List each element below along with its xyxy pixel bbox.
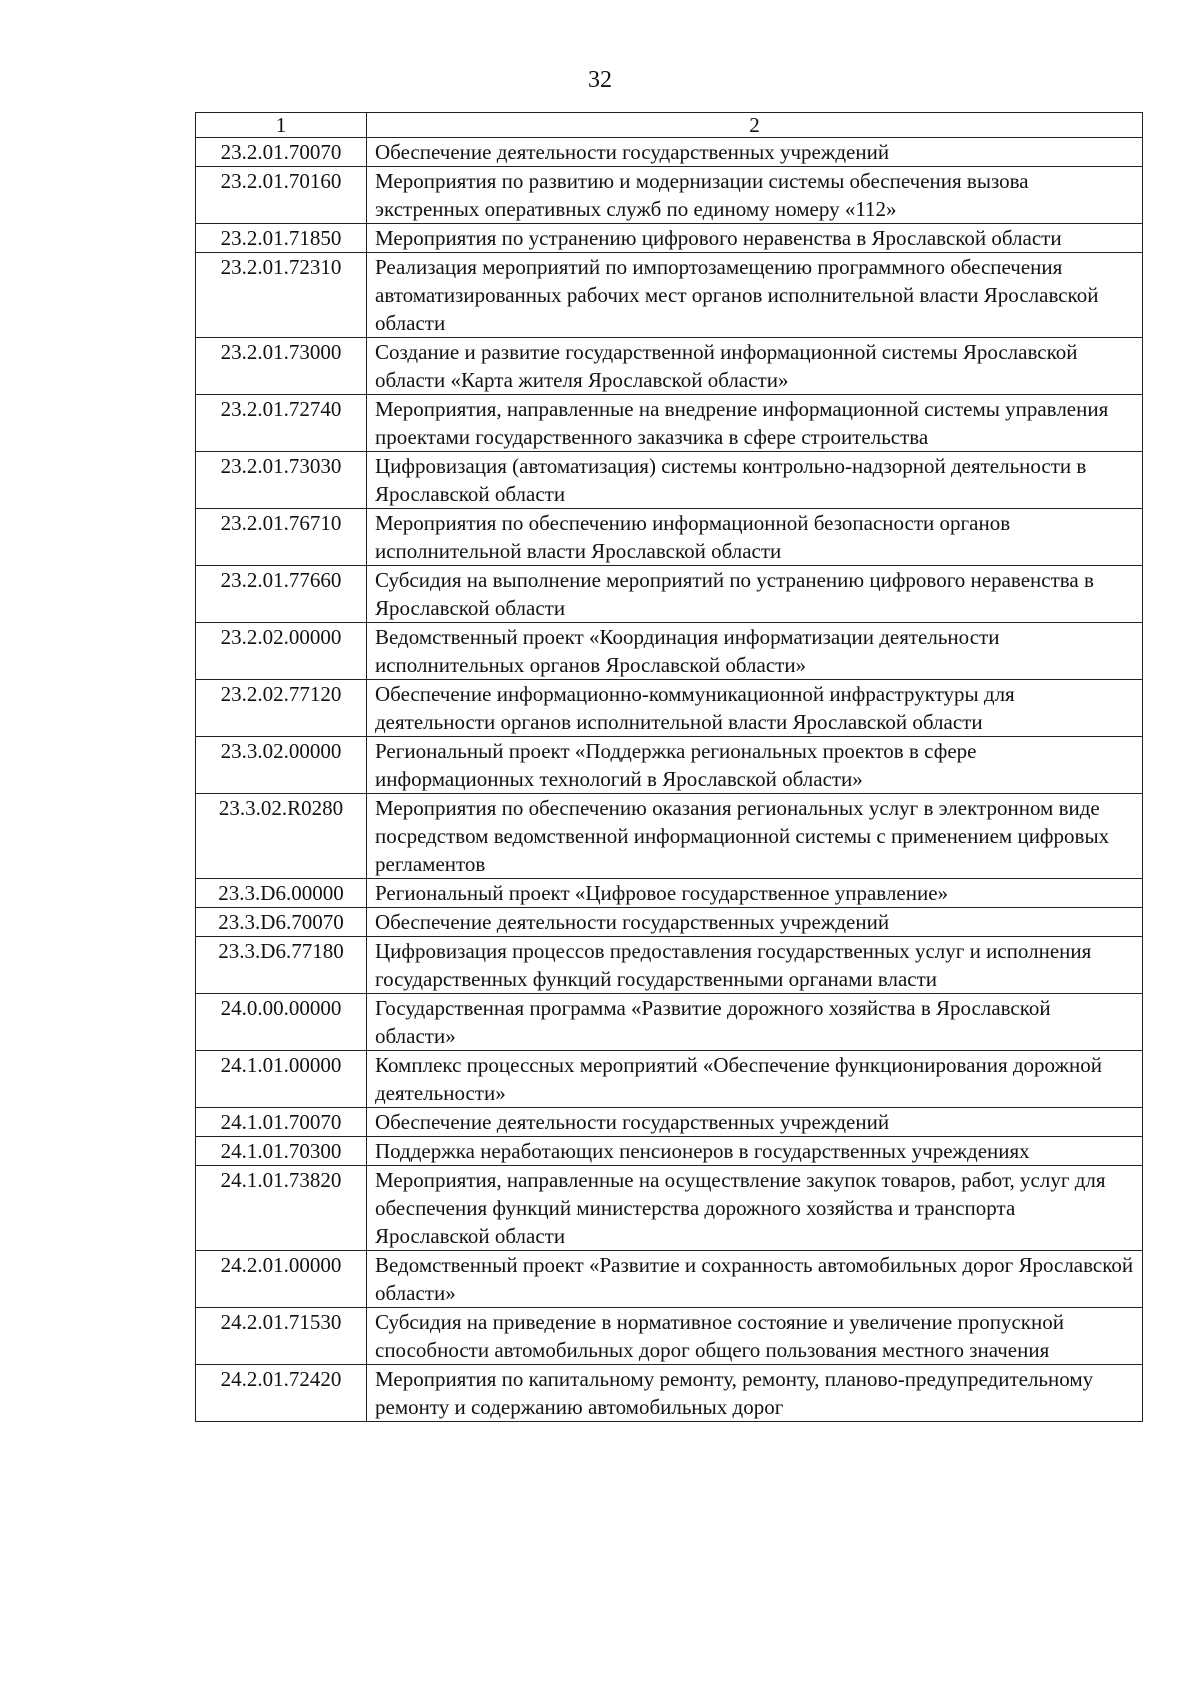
table-row [196,794,1143,879]
row-description-cell: Создание и развитие государственной информационной системы Ярославской области «Карта жителя Ярославской области» [367,338,1143,395]
row-code-cell: 24.2.01.71530 [196,1308,367,1365]
row-code-cell: 23.2.01.70070 [196,138,367,167]
row-code-cell: 24.2.01.72420 [196,1365,367,1422]
row-description-cell: Обеспечение деятельности государственных учреждений [367,1108,1143,1137]
table-row [196,737,1143,794]
row-description-cell: Мероприятия по развитию и модернизации системы обеспечения вызова экстренных оперативных служб по единому номеру «112» [367,167,1143,224]
row-code-cell: 23.3.D6.77180 [196,937,367,994]
table-row [196,138,1143,167]
table-header-row [196,113,1143,138]
row-description-cell: Цифровизация (автоматизация) системы контрольно-надзорной деятельности в Ярославской области [367,452,1143,509]
row-description-cell: Государственная программа «Развитие дорожного хозяйства в Ярославской области» [367,994,1143,1051]
row-description-cell: Региональный проект «Цифровое государственное управление» [367,879,1143,908]
row-description-cell: Ведомственный проект «Координация информатизации деятельности исполнительных органов Ярославской области» [367,623,1143,680]
row-code-cell: 23.2.02.77120 [196,680,367,737]
row-code-cell: 24.1.01.70300 [196,1137,367,1166]
row-description-cell: Цифровизация процессов предоставления государственных услуг и исполнения государственных функций государственными органами власти [367,937,1143,994]
row-description-cell: Обеспечение деятельности государственных учреждений [367,138,1143,167]
row-description-cell: Реализация мероприятий по импортозамещению программного обеспечения автоматизированных рабочих мест органов исполнительной власти Ярославской области [367,253,1143,338]
row-description-cell: Мероприятия по капитальному ремонту, ремонту, планово-предупредительному ремонту и содержанию автомобильных дорог [367,1365,1143,1422]
row-code-cell: 23.2.01.72310 [196,253,367,338]
table-row [196,1166,1143,1251]
table-row [196,1365,1143,1422]
row-code-cell: 24.2.01.00000 [196,1251,367,1308]
row-code-cell: 23.3.02.R0280 [196,794,367,879]
row-code-cell: 23.2.01.76710 [196,509,367,566]
table-row [196,994,1143,1051]
table-row [196,253,1143,338]
column-header-description: 2 [367,113,1143,138]
table-row [196,879,1143,908]
table-row [196,566,1143,623]
table-row [196,937,1143,994]
row-description-cell: Комплекс процессных мероприятий «Обеспечение функционирования дорожной деятельности» [367,1051,1143,1108]
row-description-cell: Мероприятия по устранению цифрового неравенства в Ярославской области [367,224,1143,253]
row-code-cell: 24.1.01.73820 [196,1166,367,1251]
row-code-cell: 23.2.01.71850 [196,224,367,253]
row-code-cell: 24.1.01.00000 [196,1051,367,1108]
column-header-code: 1 [196,113,367,138]
table-row [196,1308,1143,1365]
table-row [196,623,1143,680]
table-row [196,1108,1143,1137]
table-row [196,1137,1143,1166]
row-description-cell: Поддержка неработающих пенсионеров в государственных учреждениях [367,1137,1143,1166]
row-description-cell: Мероприятия по обеспечению оказания региональных услуг в электронном виде посредством ведомственной информационной системы с применением цифровых регламентов [367,794,1143,879]
row-description-cell: Субсидия на приведение в нормативное состояние и увеличение пропускной способности автомобильных дорог общего пользования местного значения [367,1308,1143,1365]
row-code-cell: 23.3.D6.00000 [196,879,367,908]
row-code-cell: 23.2.01.77660 [196,566,367,623]
row-description-cell: Мероприятия по обеспечению информационной безопасности органов исполнительной власти Ярославской области [367,509,1143,566]
row-code-cell: 24.1.01.70070 [196,1108,367,1137]
table-row [196,224,1143,253]
row-description-cell: Ведомственный проект «Развитие и сохранность автомобильных дорог Ярославской области» [367,1251,1143,1308]
table-row [196,1051,1143,1108]
table-row [196,509,1143,566]
row-description-cell: Субсидия на выполнение мероприятий по устранению цифрового неравенства в Ярославской области [367,566,1143,623]
row-code-cell: 23.2.01.73030 [196,452,367,509]
table-row [196,338,1143,395]
row-code-cell: 23.2.01.73000 [196,338,367,395]
page-number: 32 [588,67,612,93]
row-description-cell: Обеспечение деятельности государственных учреждений [367,908,1143,937]
table-row [196,452,1143,509]
row-code-cell: 23.2.01.70160 [196,167,367,224]
budget-classification-table [195,112,1143,1422]
row-code-cell: 23.2.02.00000 [196,623,367,680]
table-row [196,395,1143,452]
row-code-cell: 23.3.D6.70070 [196,908,367,937]
row-code-cell: 23.2.01.72740 [196,395,367,452]
row-description-cell: Мероприятия, направленные на осуществление закупок товаров, работ, услуг для обеспечения функций министерства дорожного хозяйства и транспорта Ярославской области [367,1166,1143,1251]
row-code-cell: 23.3.02.00000 [196,737,367,794]
table-row [196,1251,1143,1308]
row-code-cell: 24.0.00.00000 [196,994,367,1051]
row-description-cell: Обеспечение информационно-коммуникационной инфраструктуры для деятельности органов исполнительной власти Ярославской области [367,680,1143,737]
table-row [196,167,1143,224]
row-description-cell: Мероприятия, направленные на внедрение информационной системы управления проектами государственного заказчика в сфере строительства [367,395,1143,452]
table-row [196,680,1143,737]
table-row [196,908,1143,937]
row-description-cell: Региональный проект «Поддержка региональных проектов в сфере информационных технологий в Ярославской области» [367,737,1143,794]
